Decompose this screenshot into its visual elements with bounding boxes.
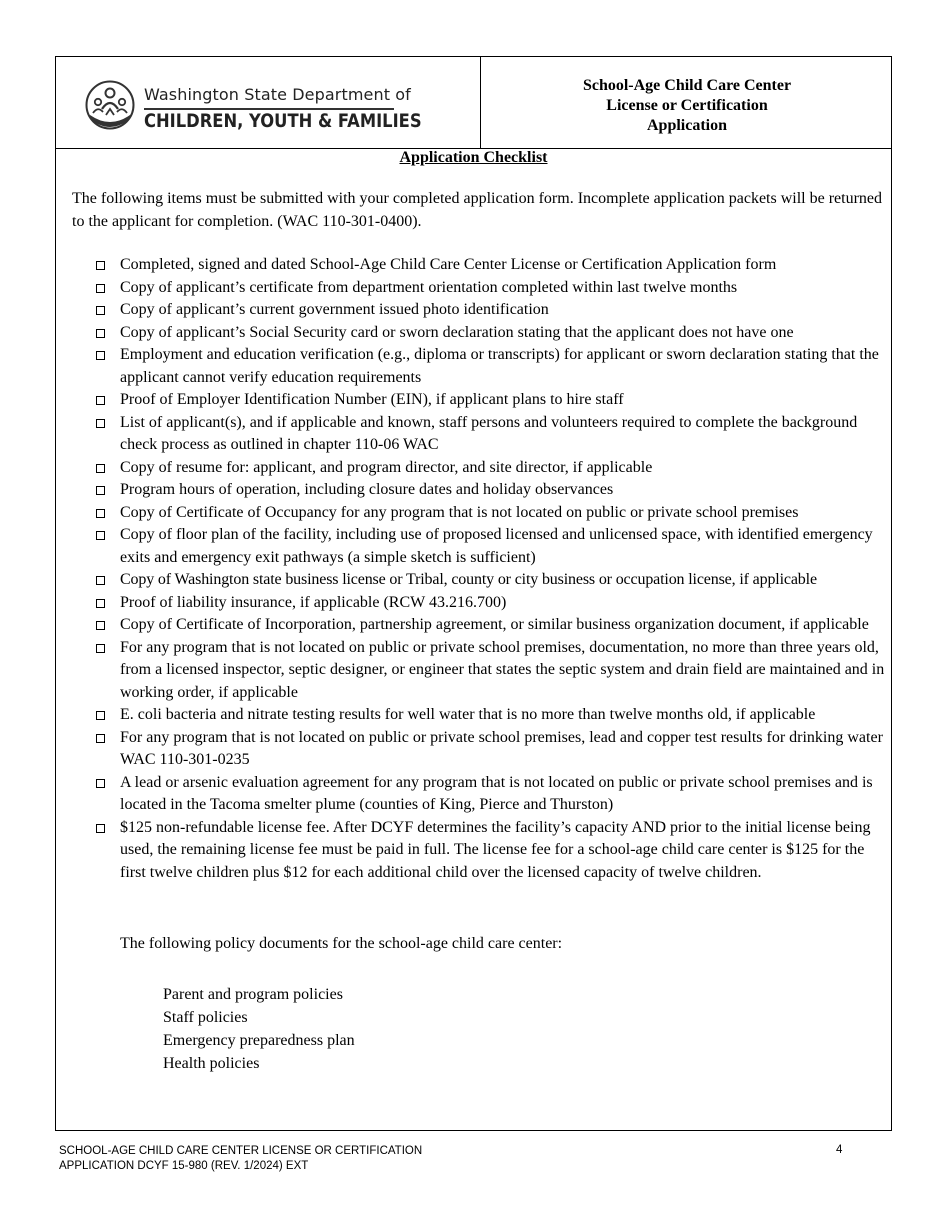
checklist-item — [96, 502, 886, 525]
checklist-item-text: Proof of Employer Identification Number (EIN), if applicant plans to hire staff — [120, 391, 624, 408]
checklist-item-text: For any program that is not located on public or private school premises, lead and copper test results for drinking water WAC 110-301-0235 — [120, 728, 883, 768]
checklist-item-text: A lead or arsenic evaluation agreement for any program that is not located on public or private school premises and is located in the Tacoma smelter plume (counties of King, Pierce and Thurston) — [120, 773, 873, 813]
dcyf-emblem-icon — [84, 79, 136, 131]
checkbox[interactable] — [96, 779, 105, 788]
checklist-item — [96, 299, 886, 322]
checklist-item — [96, 637, 886, 705]
intro-paragraph: The following items must be submitted with your completed application form. Incomplete application packets will be returned to the applicant for completion. (WAC 110-301-0400). — [72, 190, 883, 230]
checklist-item-text: E. coli bacteria and nitrate testing results for well water that is no more than twelve months old, if applicable — [120, 706, 816, 723]
page-number: 4 — [836, 1144, 843, 1156]
checkbox[interactable] — [96, 509, 105, 518]
checklist-item — [96, 727, 886, 772]
form-title-line2: License or Certification — [606, 97, 768, 114]
checklist-item-text: List of applicant(s), and if applicable and known, staff persons and volunteers required to complete the background check process as outlined in chapter 110-06 WAC — [120, 413, 858, 453]
checkbox[interactable] — [96, 599, 105, 608]
checklist-item — [96, 389, 886, 412]
checkbox[interactable] — [96, 734, 105, 743]
checklist-item — [96, 412, 886, 457]
checklist-item — [96, 772, 886, 817]
checklist-item-text: Proof of liability insurance, if applicable (RCW 43.216.700) — [120, 593, 507, 611]
checkbox[interactable] — [96, 621, 105, 630]
checklist-item-text: Copy of Certificate of Occupancy for any program that is not located on public or private school premises — [120, 503, 799, 521]
checklist-item-text: Copy of applicant’s current government issued photo identification — [120, 301, 549, 318]
policy-item: Health policies — [163, 1055, 260, 1072]
checkbox[interactable] — [96, 711, 105, 720]
checkbox[interactable] — [96, 464, 105, 473]
checklist-item-text: Copy of resume for: applicant, and program director, and site director, if applicable — [120, 458, 653, 476]
checklist-item-text: Program hours of operation, including closure dates and holiday observances — [120, 481, 614, 498]
checkbox[interactable] — [96, 576, 105, 585]
checklist-item — [96, 817, 886, 885]
checklist-item — [96, 254, 886, 277]
policy-item: Parent and program policies — [163, 986, 343, 1003]
checklist-item — [96, 277, 886, 300]
logo-agency-line: Washington State Department of — [144, 85, 411, 104]
form-title-line1: School-Age Child Care Center — [582, 77, 792, 94]
checklist-heading: Application Checklist — [399, 149, 548, 166]
dcyf-logo — [84, 79, 422, 135]
checklist-item-text: Copy of applicant’s Social Security card or sworn declaration stating that the applicant does not have one — [120, 323, 794, 341]
form-title-line3: Application — [646, 117, 727, 134]
checkbox[interactable] — [96, 261, 105, 270]
checklist-item-text: For any program that is not located on public or private school premises, documentation, no more than three years old, from a licensed inspector, septic designer, or engineer that states the septic system and drain field are maintained and in working order, if applicable — [120, 638, 885, 701]
checklist-item — [96, 344, 886, 389]
page-frame — [55, 56, 892, 1131]
checklist-item-text: Employment and education verification (e.g., diploma or transcripts) for applicant or sworn declaration stating that the applicant cannot verify education requirements — [120, 346, 879, 386]
policy-item: Emergency preparedness plan — [163, 1032, 355, 1049]
checkbox[interactable] — [96, 306, 105, 315]
checkbox[interactable] — [96, 419, 105, 428]
checkbox[interactable] — [96, 531, 105, 540]
checklist-item-text: Copy of applicant’s certificate from department orientation completed within last twelve months — [120, 278, 738, 296]
checklist-item — [96, 524, 886, 569]
policy-intro: The following policy documents for the school-age child care center: — [120, 935, 563, 952]
checklist-item — [96, 614, 886, 637]
footer-line1: SCHOOL-AGE CHILD CARE CENTER LICENSE OR CERTIFICATION — [59, 1145, 423, 1157]
checkbox[interactable] — [96, 824, 105, 833]
footer-line2: APPLICATION DCYF 15-980 (REV. 1/2024) EXT — [59, 1160, 309, 1172]
footer — [59, 1144, 422, 1174]
checkbox[interactable] — [96, 644, 105, 653]
checklist-item — [96, 704, 886, 727]
checkbox[interactable] — [96, 329, 105, 338]
checkbox[interactable] — [96, 486, 105, 495]
checklist-item-text: Copy of floor plan of the facility, including use of proposed licensed and unlicensed space, with identified emergency exits and emergency exit pathways (a simple sketch is sufficient) — [120, 526, 873, 566]
logo-department-line: CHILDREN, YOUTH & FAMILIES — [144, 110, 422, 132]
checklist-item — [96, 592, 886, 615]
checkbox[interactable] — [96, 396, 105, 405]
checklist-item — [96, 569, 886, 592]
checklist-item — [96, 322, 886, 345]
policy-list — [163, 983, 355, 1075]
checklist-item — [96, 457, 886, 480]
checkbox[interactable] — [96, 284, 105, 293]
checklist — [96, 254, 886, 884]
checklist-item-text: Completed, signed and dated School-Age Child Care Center License or Certification Application form — [120, 256, 777, 273]
checklist-item-text: Copy of Certificate of Incorporation, partnership agreement, or similar business organization document, if applicable — [120, 616, 869, 633]
checklist-item — [96, 479, 886, 502]
header — [56, 57, 891, 149]
checklist-item-text: Copy of Washington state business license or Tribal, county or city business or occupation license, if applicable — [120, 571, 817, 588]
form-title — [481, 76, 893, 136]
checklist-item-text: $125 non-refundable license fee. After DCYF determines the facility’s capacity AND prior to the initial license being used, the remaining license fee must be paid in full. The license fee for a school-age child care center is $125 for the first twelve children plus $12 for each additional child over the licensed capacity of twelve children. — [120, 818, 871, 881]
checkbox[interactable] — [96, 351, 105, 360]
policy-item: Staff policies — [163, 1009, 248, 1026]
